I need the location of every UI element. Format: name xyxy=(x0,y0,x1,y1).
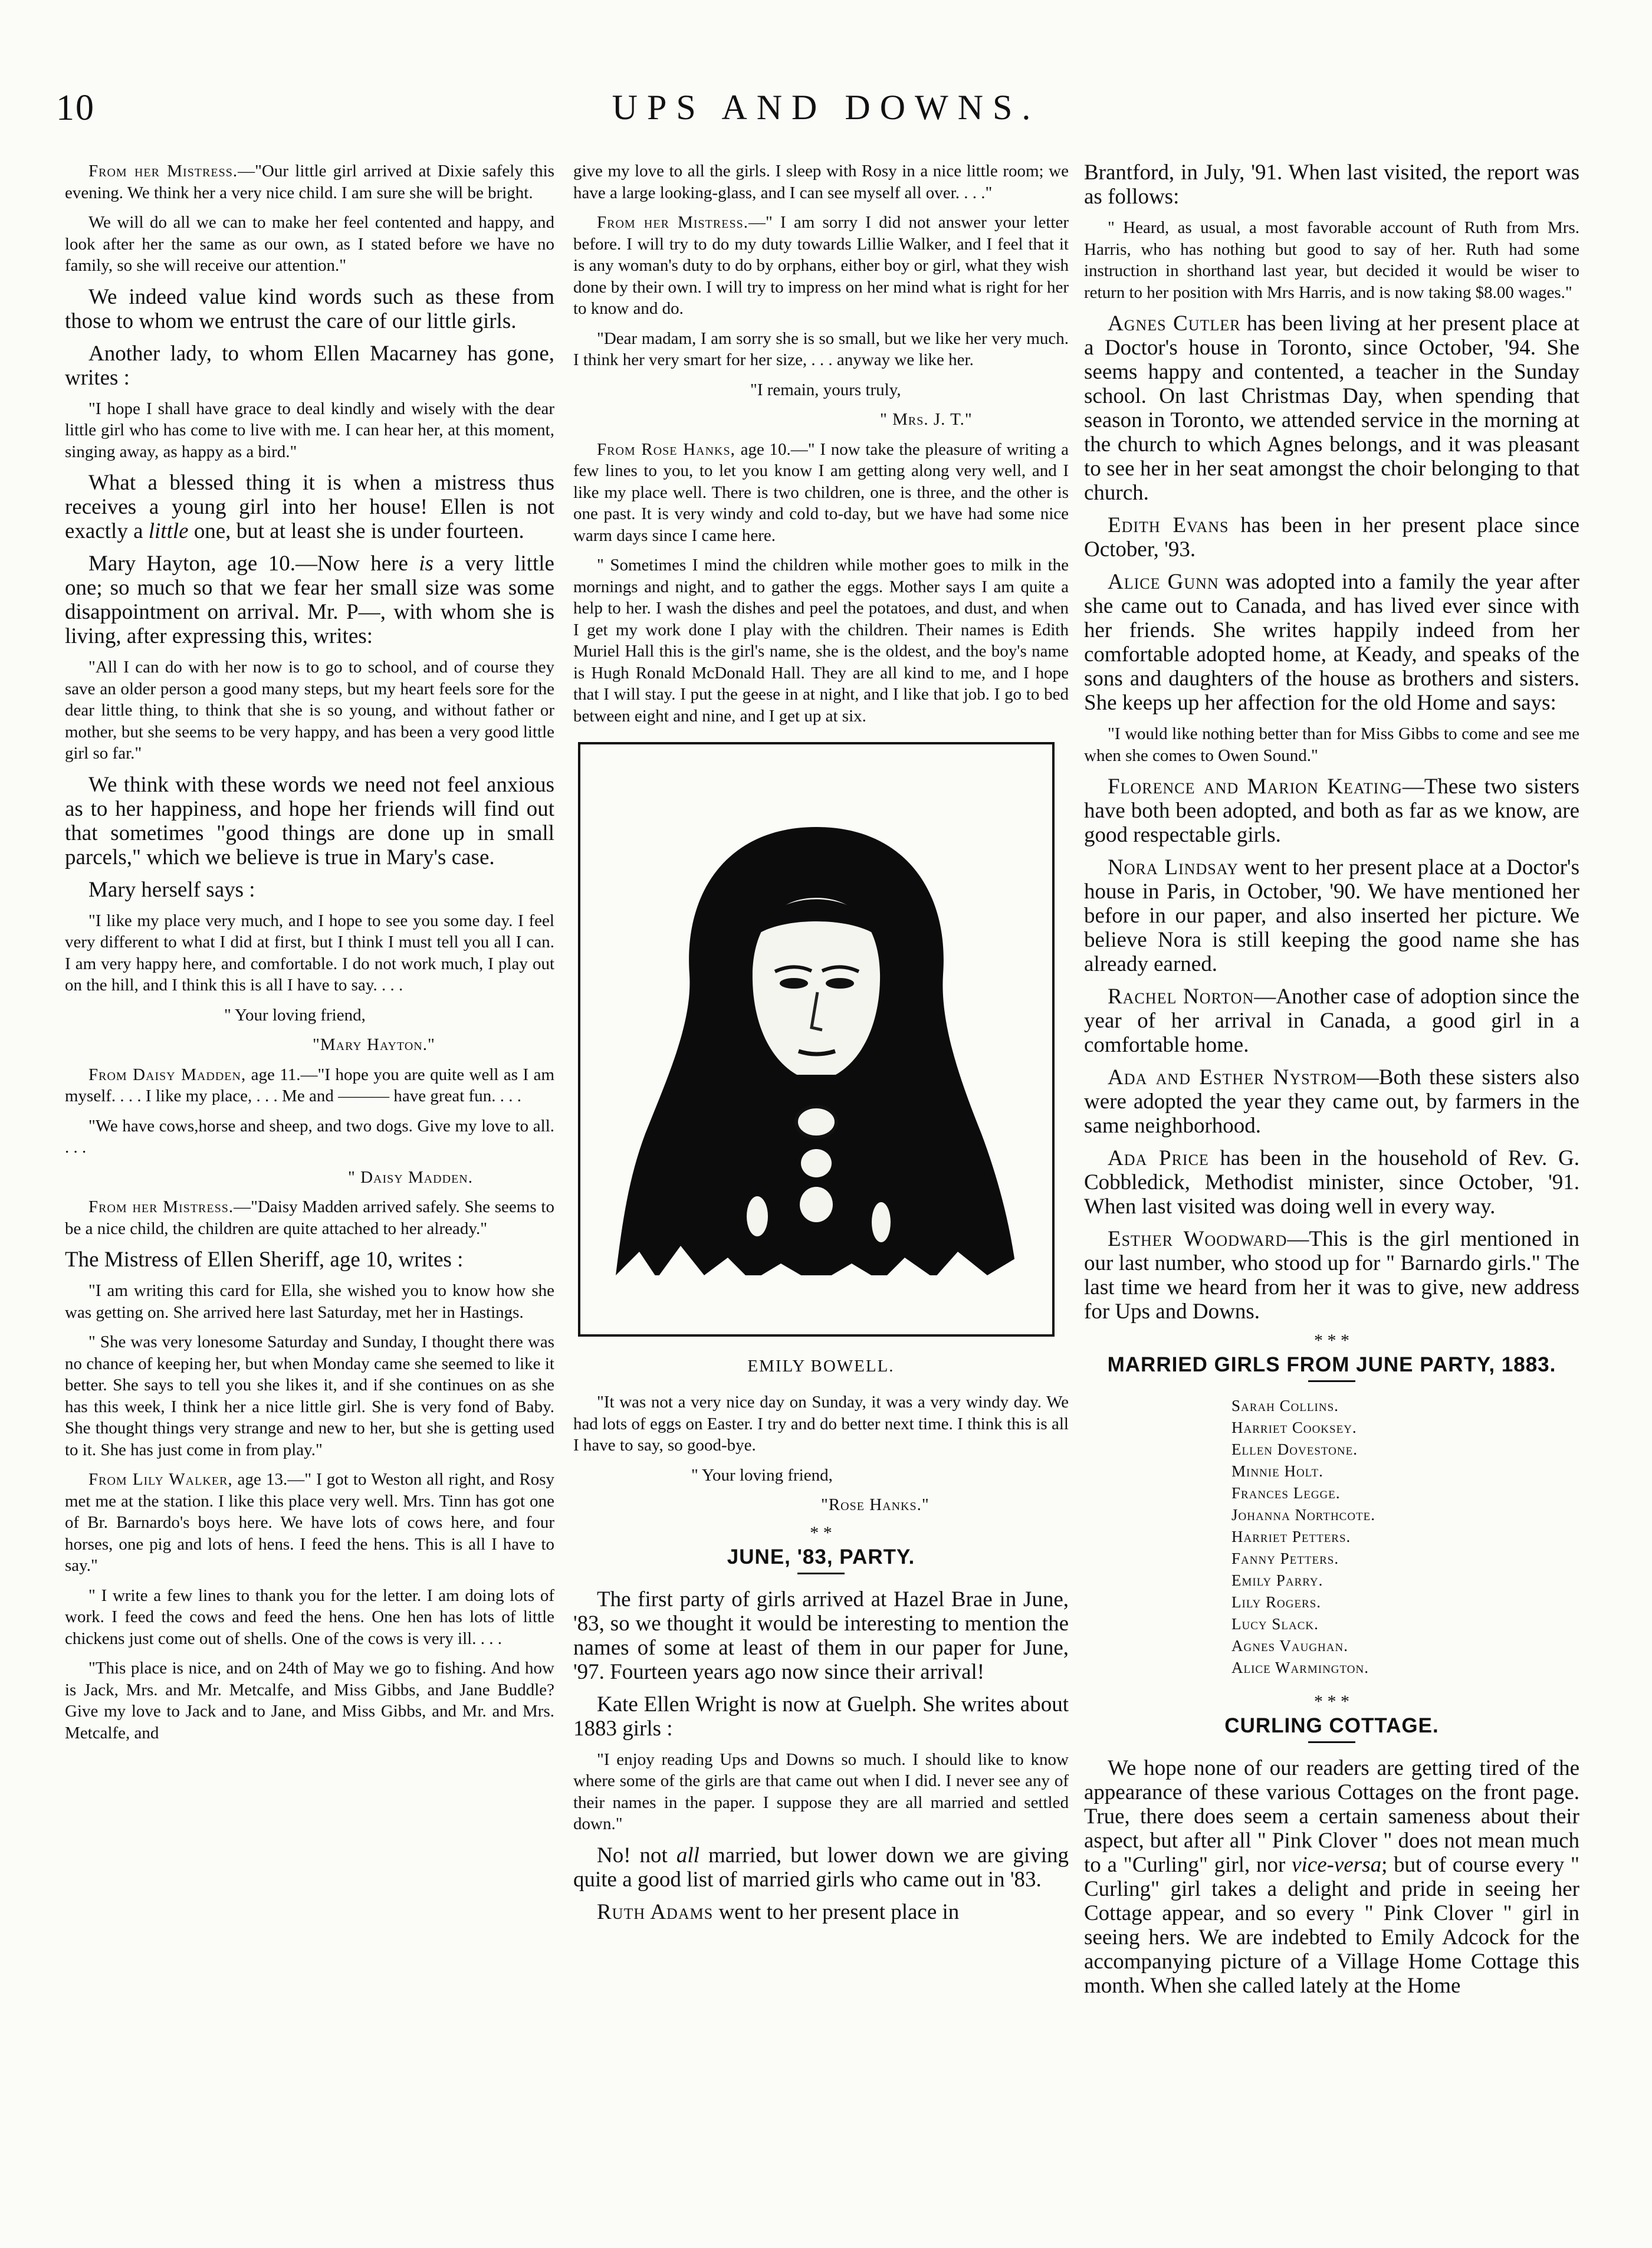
signature-name: " Mrs. J. T." xyxy=(880,410,973,429)
section-heading: CURLING COTTAGE. xyxy=(1224,1714,1439,1737)
paragraph-text: went to her present place in xyxy=(713,1899,960,1924)
paragraph: "I hope I shall have grace to deal kindly and wisely with the dear little girl who has come to live with me. I can hear her, at this moment, singing away, as happy as a bird." xyxy=(65,399,554,461)
lead-in: Edith Evans xyxy=(1108,513,1229,537)
lead-in: Agnes Cutler xyxy=(1108,311,1241,336)
paragraph: " I write a few lines to thank you for the letter. I am doing lots of work. I feed the cows and feed the hens. One hen has lots of little chickens just come out of shells. One of the cows is very ill. . . . xyxy=(65,1586,554,1648)
emphasis: all xyxy=(676,1843,699,1868)
paragraph-text: age 13.—" I got to Weston all right, and Rosy met me at the station. I like this place very well. Mrs. Tinn has got one of Br. Barnardo's boys here. We have lots of cows here, and four horses, one pig and lots of hens. I feed the hens. This is all I have to say." xyxy=(65,1470,554,1575)
paragraph: " Heard, as usual, a most favorable account of Ruth from Mrs. Harris, who has nothing but good to say of her. Ruth had some instruction in shorthand last year, but decided it would be wiser to return to her position with Mrs Harris, and is now taking $8.00 wages." xyxy=(1084,218,1579,302)
list-item: Harriet Petters. xyxy=(1231,1528,1351,1545)
paragraph xyxy=(1084,1756,1579,1998)
paragraph: "I enjoy reading Ups and Downs so much. I should like to know where some of the girls are that came out when I did. I never see any of their names in the paper. I suppose they are all married and settled down." xyxy=(573,1750,1069,1833)
lead-in: From her Mistress. xyxy=(88,162,238,181)
married-girls-list xyxy=(1231,1395,1579,1679)
emphasis: little xyxy=(148,519,189,543)
paragraph: give my love to all the girls. I sleep with Rosy in a nice little room; we have a large looking-glass, and I can see myself all over. . . ." xyxy=(573,162,1069,202)
paragraph: "I would like nothing better than for Miss Gibbs to come and see me when she comes to Owen Sound." xyxy=(1084,724,1579,765)
list-item: Fanny Petters. xyxy=(1231,1550,1339,1567)
list-item: Minnie Holt. xyxy=(1231,1462,1323,1480)
paragraph xyxy=(1084,1146,1579,1219)
paragraph: Mary herself says : xyxy=(88,877,255,902)
list-item: Alice Warmington. xyxy=(1231,1659,1369,1676)
paragraph: " She was very lonesome Saturday and Sunday, I thought there was no chance of keeping her, but when Monday came she seemed to like it better. She says to tell you she likes it, and if she continues on as she has this week, I think her a nice little girl. She is very fond of Baby. She thought things very strange and new to her, but she is getting used to it. She has just come in from play." xyxy=(65,1333,554,1459)
lead-in: From her Mistress. xyxy=(88,1197,234,1216)
paragraph xyxy=(573,1900,1069,1924)
paragraph-text: age 10.—" I now take the pleasure of writing a few lines to you, to let you know I am getting along very well, and I like my place well. There is two children, one is three, and the other is one past. It is very windy and cold to-day, but we have had some nice warm days since I came here. xyxy=(573,439,1069,545)
paragraph: We think with these words we need not feel anxious as to her happiness, and hope her friends will find out that sometimes "good things are done up in small parcels," which we believe is true in Mary's case. xyxy=(65,772,554,869)
lead-in: Nora Lindsay xyxy=(1108,855,1239,879)
emphasis: vice-versa xyxy=(1292,1853,1382,1877)
list-item: Harriet Cooksey. xyxy=(1231,1419,1357,1436)
paragraph xyxy=(1084,513,1579,562)
paragraph: "It was not a very nice day on Sunday, it was a very windy day. We had lots of eggs on Easter. I try and do better next time. I think this is all I have to say, so good-bye. xyxy=(573,1393,1069,1455)
section-heading: MARRIED GIRLS FROM JUNE PARTY, 1883. xyxy=(1107,1353,1556,1376)
paragraph: "I like my place very much, and I hope to see you some day. I feel very different to what I did at first, but I think I must tell you all I can. I am very happy here, and comfortable. I do not work much, I play out on the hill, and I think this is all I have to say. . . . xyxy=(65,911,554,995)
paragraph xyxy=(65,552,554,648)
paragraph xyxy=(65,1196,554,1239)
signature-name: "Rose Hanks." xyxy=(821,1495,930,1514)
paragraph xyxy=(1084,984,1579,1057)
lead-in: Rachel Norton xyxy=(1108,984,1254,1009)
list-item: Agnes Vaughan. xyxy=(1231,1637,1348,1655)
paragraph-text: —Another case of adoption since the year of her arrival in Canada, a good girl in a comfortable home. xyxy=(1084,984,1579,1057)
lead-in: From Lily Walker, xyxy=(88,1470,233,1489)
paragraph-text: —These two sisters have both been adopted, and both as far as we know, are good respectable girls. xyxy=(1084,775,1579,847)
lead-in: Ada Price xyxy=(1108,1146,1209,1170)
paragraph xyxy=(1084,311,1579,505)
paragraph-text: went to her present place at a Doctor's house in Paris, in October, '90. We have mentioned her before in our paper, and also inserted her picture. We believe Nora is still keeping the good name she has already earned. xyxy=(1084,855,1579,976)
lead-in: Ruth Adams xyxy=(597,1899,714,1924)
paragraph xyxy=(1084,775,1579,847)
paragraph: Brantford, in July, '91. When last visited, the report was as follows: xyxy=(1084,160,1579,209)
list-item: Lucy Slack. xyxy=(1231,1615,1319,1633)
paragraph xyxy=(1084,570,1579,715)
paragraph-text: —Both these sisters also were adopted the year they came out, by farmers in the same neighborhood. xyxy=(1084,1065,1579,1138)
paragraph-text: was adopted into a family the year after she came out to Canada, and has lived ever since with her friends. She writes happily indeed from her comfortable adopted home, at Keady, and speaks of the sons and daughters of the house as brothers and sisters. She keeps up her affection for the old Home and says: xyxy=(1084,570,1579,715)
paragraph-text: one, but at least she is under fourteen. xyxy=(188,519,524,543)
lead-in: From Daisy Madden, xyxy=(88,1065,247,1084)
column-1 xyxy=(65,160,554,2225)
signature-line: "I remain, yours truly, xyxy=(750,380,901,399)
paragraph xyxy=(65,471,554,543)
section-ornament: * * * xyxy=(1314,1692,1349,1711)
lead-in: From her Mistress. xyxy=(597,213,748,232)
photo-caption: EMILY BOWELL. xyxy=(747,1357,895,1376)
list-item: Lily Rogers. xyxy=(1231,1593,1322,1611)
paragraph-text: a very little one; so much so that we fear her small size was some disappointment on arrival. Mr. P—, with whom she is living, after expressing this, writes: xyxy=(65,552,554,648)
paragraph: We indeed value kind words such as these from those to whom we entrust the care of our little girls. xyxy=(65,284,554,333)
masthead-title: UPS AND DOWNS. xyxy=(612,88,1040,127)
paragraph: We will do all we can to make her feel contented and happy, and look after her the same as our own, as I stated before we have no family, so she will receive our attention." xyxy=(65,213,554,275)
list-item: Frances Legge. xyxy=(1231,1484,1341,1502)
paragraph: Another lady, to whom Ellen Macarney has gone, writes : xyxy=(65,341,554,390)
paragraph-text: ; but of course every " Curling" girl takes a delight and pride in seeing her Cottage appear, and so every " Pink Clover " girl in seeing hers. We are indebted to Emily Adcock for the accompanying picture of a Village Home Cottage this month. When she called lately at the Home xyxy=(1084,1853,1579,1998)
signature-name: " Daisy Madden. xyxy=(348,1167,473,1187)
paragraph-text: Mary Hayton, age 10.—Now here xyxy=(88,552,419,576)
lead-in: Alice Gunn xyxy=(1108,570,1219,594)
paragraph-text: has been in the household of Rev. G. Cobbledick, Methodist minister, since October, '91. When last visited was doing well in every way. xyxy=(1084,1146,1579,1219)
paragraph-text: has been living at her present place at a Doctor's house in Toronto, since October, '94. She seems happy and contented, a teacher in the Sunday school. On last Christmas Day, when spending that season in Toronto, we attended service in the morning at the church to which Agnes belongs, and it was pleasant to see her in her seat amongst the choir belonging to that church. xyxy=(1084,311,1579,505)
paragraph: The first party of girls arrived at Hazel Brae in June, '83, so we thought it would be interesting to mention the names of some at least of them in our paper for June, '97. Fourteen years ago now since their arrival! xyxy=(573,1587,1069,1684)
paragraph: "Dear madam, I am sorry she is so small, but we like her very much. I think her very smart for her size, . . . anyway we like her. xyxy=(573,329,1069,369)
paragraph xyxy=(1084,1227,1579,1324)
paragraph-text: —"Our little girl arrived at Dixie safely this evening. We think her a very nice child. I am sure she will be bright. xyxy=(65,162,554,202)
lead-in: Esther Woodward xyxy=(1108,1227,1288,1251)
paragraph-text: —"Daisy Madden arrived safely. She seems to be a nice child, the children are quite attached to her already." xyxy=(65,1197,554,1238)
lead-in: From Rose Hanks, xyxy=(597,439,735,459)
column-2 xyxy=(573,160,1069,2225)
paragraph: "All I can do with her now is to go to school, and of course they save an older person a good many steps, but my heart feels sore for the dear little thing, to think that she is so young, and without father or mother, but she seems to be very happy, and has been a very good little girl so far." xyxy=(65,658,554,763)
section-ornament: * * xyxy=(810,1522,832,1543)
paragraph: Kate Ellen Wright is now at Guelph. She writes about 1883 girls : xyxy=(573,1692,1069,1741)
paragraph: "I am writing this card for Ella, she wished you to know how she was getting on. She arrived here last Saturday, met her in Hastings. xyxy=(65,1281,554,1322)
lead-in: Florence and Marion Keating xyxy=(1108,775,1403,799)
signature-line: " Your loving friend, xyxy=(691,1465,833,1485)
list-item: Ellen Dovestone. xyxy=(1231,1440,1358,1458)
portrait-illustration xyxy=(580,744,1052,1334)
page-header xyxy=(0,87,1652,140)
paragraph-text: —" I am sorry I did not answer your letter before. I will try to do my duty towards Lillie Walker, and I feel that it is any woman's duty to do by orphans, either boy or girl, what they wish done by their own. I will try to impress on her mind what is right for her to know and do. xyxy=(573,213,1069,318)
paragraph-text: What a blessed thing it is when a mistress thus receives a young girl into her house! Ellen is not exactly a xyxy=(65,471,554,543)
section-ornament: * * * xyxy=(1314,1331,1349,1350)
paragraph-text: married, but lower down we are giving quite a good list of married girls who came out in '83. xyxy=(573,1843,1069,1892)
paragraph-text: has been in her present place since October, '93. xyxy=(1084,513,1579,562)
paragraph xyxy=(573,212,1069,320)
paragraph xyxy=(573,439,1069,547)
section-heading: JUNE, '83, PARTY. xyxy=(727,1545,915,1568)
paragraph xyxy=(573,1843,1069,1892)
heading-rule xyxy=(797,1573,845,1574)
paragraph-text: No! not xyxy=(597,1843,676,1868)
signature-line: " Your loving friend, xyxy=(224,1005,366,1025)
paragraph: "This place is nice, and on 24th of May we go to fishing. And how is Jack, Mrs. and Mr. Metcalfe, and Miss Gibbs, and Jane Buddle? Give my love to Jack and to Jane, and Miss Gibbs, and Mr. and Mrs. Metcalfe, and xyxy=(65,1659,554,1742)
lead-in: Ada and Esther Nystrom xyxy=(1108,1065,1357,1089)
paragraph-text: We hope none of our readers are getting tired of the appearance of these various Cottages on the front page. True, there does seem a certain sameness about their aspect, but after all " Pink Clover " does not mean much to a "Curling" girl, nor xyxy=(1084,1756,1579,1877)
heading-rule xyxy=(1308,1741,1355,1743)
paragraph xyxy=(65,1064,554,1107)
column-3 xyxy=(1084,160,1579,2225)
paragraph xyxy=(65,1469,554,1577)
list-item: Emily Parry. xyxy=(1231,1571,1323,1589)
paragraph xyxy=(1084,1065,1579,1138)
paragraph-text: age 11.—"I hope you are quite well as I am myself. . . . I like my place, . . . Me and ——— have great fun. . . . xyxy=(65,1065,554,1105)
signature-name: "Mary Hayton." xyxy=(313,1035,435,1054)
paragraph: " Sometimes I mind the children while mother goes to milk in the mornings and night, and to gather the eggs. Mother says I am quite a help to her. I wash the dishes and peel the potatoes, and dust, and when I get my work done I play with the children. Their names is Edith Muriel Hall this is the girl's name, she is the oldest, and the boy's name is Hugh Ronald McDonald Hall. They are all kind to me, and I hope that I will stay. I put the geese in at night, and I like that job. I go to bed between eight and nine, and I get up at six. xyxy=(573,556,1069,726)
paragraph xyxy=(1084,855,1579,976)
heading-rule xyxy=(1308,1380,1355,1382)
paragraph: "We have cows,horse and sheep, and two dogs. Give my love to all. . . . xyxy=(65,1116,554,1157)
list-item: Johanna Northcote. xyxy=(1231,1506,1376,1524)
list-item: Sarah Collins. xyxy=(1231,1397,1339,1415)
portrait-photo xyxy=(578,742,1055,1337)
paragraph-text: —This is the girl mentioned in our last number, who stood up for " Barnardo girls." The last time we heard from her it was to give, new address for Ups and Downs. xyxy=(1084,1227,1579,1324)
page-number: 10 xyxy=(56,88,95,128)
paragraph: The Mistress of Ellen Sheriff, age 10, writes : xyxy=(65,1248,464,1272)
emphasis: is xyxy=(419,552,433,576)
paragraph xyxy=(65,160,554,204)
